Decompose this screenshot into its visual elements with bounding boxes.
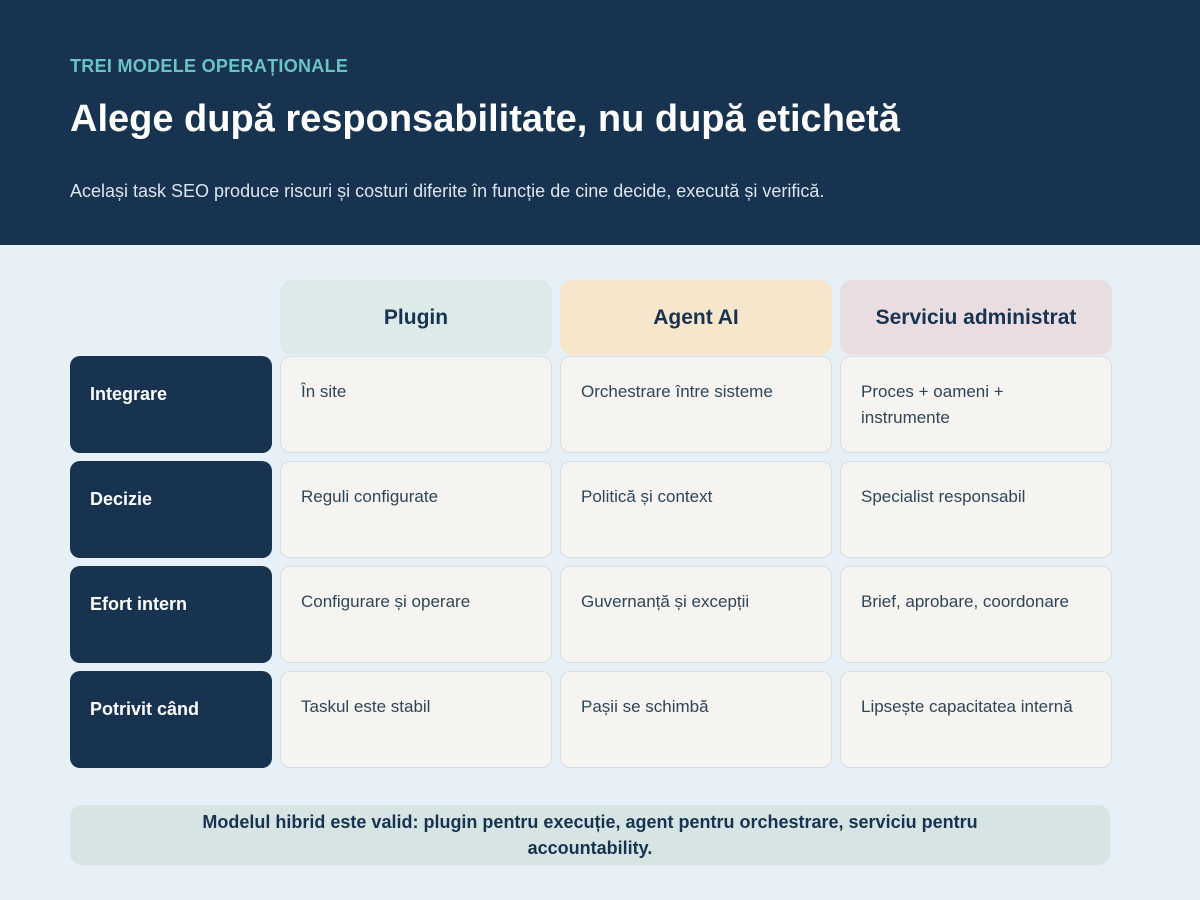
- cell-integrare-service: Proces + oameni + instrumente: [840, 356, 1112, 453]
- cell-decizie-agent: Politică și context: [560, 461, 832, 558]
- cell-efort-agent: Guvernanță și excepții: [560, 566, 832, 663]
- cell-potrivit-agent: Pașii se schimbă: [560, 671, 832, 768]
- cell-efort-plugin: Configurare și operare: [280, 566, 552, 663]
- cell-integrare-agent: Orchestrare între sisteme: [560, 356, 832, 453]
- page-subtitle: Același task SEO produce riscuri și costuri diferite în funcție de cine decide, execută și verifică.: [70, 181, 825, 201]
- column-header-plugin: Plugin: [280, 280, 552, 355]
- cell-decizie-plugin: Reguli configurate: [280, 461, 552, 558]
- eyebrow-label: TREI MODELE OPERAȚIONALE: [70, 56, 349, 76]
- row-header-decizie: Decizie: [70, 461, 272, 558]
- row-header-potrivit-cand: Potrivit când: [70, 671, 272, 768]
- row-header-efort-intern: Efort intern: [70, 566, 272, 663]
- cell-efort-service: Brief, aprobare, coordonare: [840, 566, 1112, 663]
- page-title: Alege după responsabilitate, nu după etichetă: [70, 98, 900, 140]
- column-header-agent-ai: Agent AI: [560, 280, 832, 355]
- cell-potrivit-plugin: Taskul este stabil: [280, 671, 552, 768]
- cell-decizie-service: Specialist responsabil: [840, 461, 1112, 558]
- cell-integrare-plugin: În site: [280, 356, 552, 453]
- footer-note: Modelul hibrid este valid: plugin pentru execuție, agent pentru orchestrare, serviciu pentru accountability.: [70, 805, 1110, 865]
- row-header-integrare: Integrare: [70, 356, 272, 453]
- header-banner: [0, 0, 1200, 245]
- column-header-managed-service: Serviciu administrat: [840, 280, 1112, 355]
- cell-potrivit-service: Lipsește capacitatea internă: [840, 671, 1112, 768]
